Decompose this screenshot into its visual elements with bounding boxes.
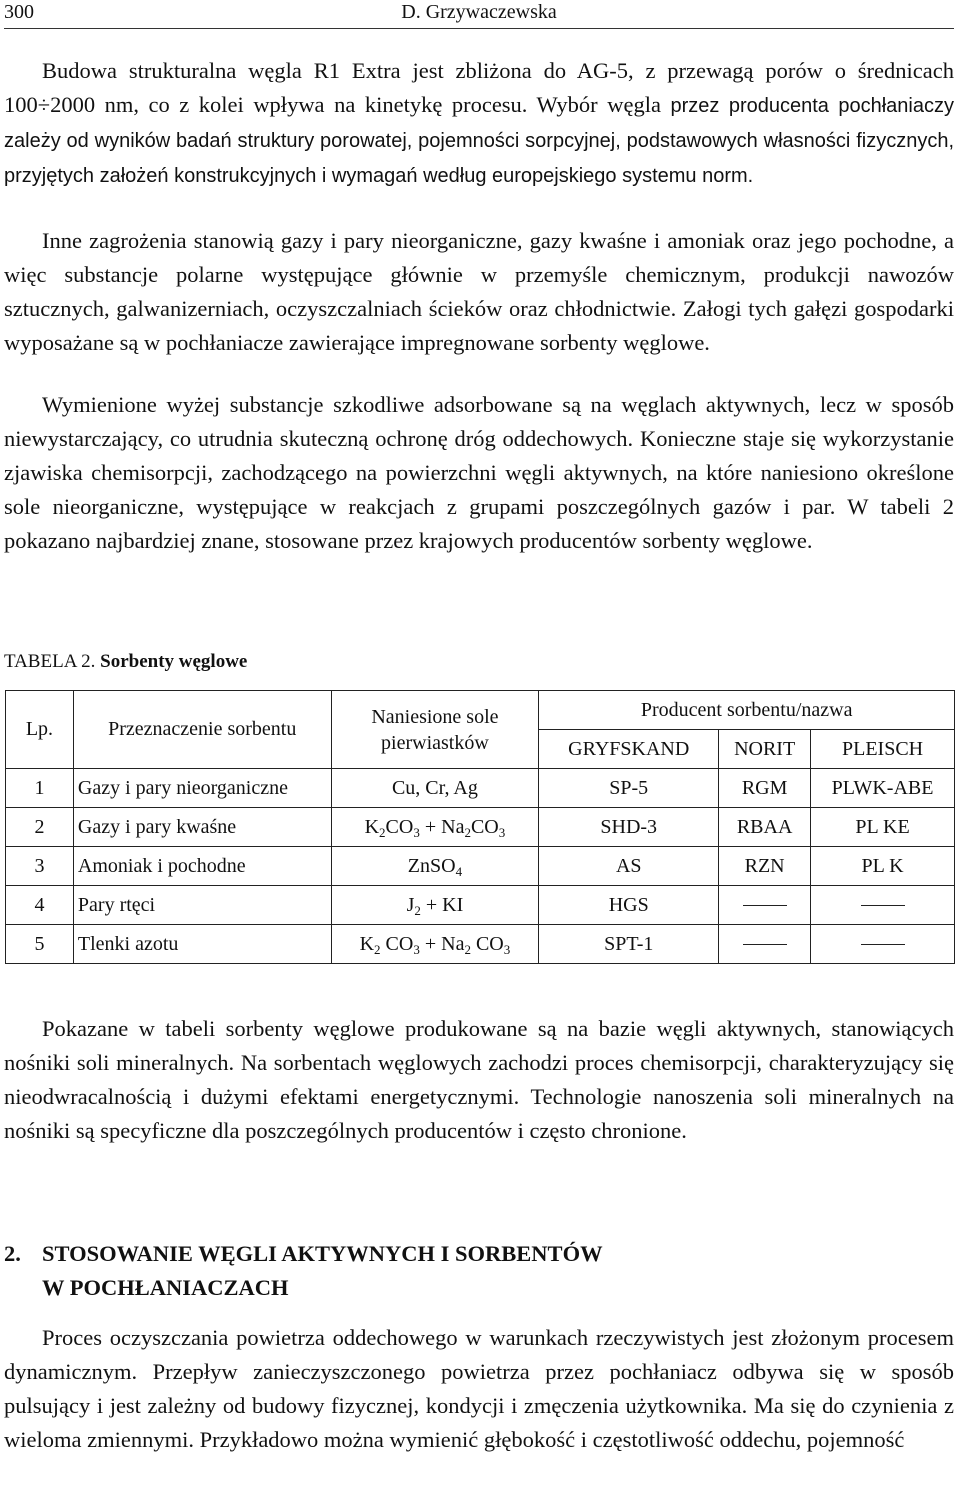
paragraph-structure-line1: Budowa strukturalna węgla R1 Extra jest zbliżona do AG-5, z przewagą porów o średnicach 100÷2000 nm, co z kolei wpływa na kinetykę procesu. Wybór węgla: [4, 58, 954, 117]
em-dash: [861, 905, 905, 906]
paragraph-structure-rest: przez producenta pochłaniaczy zależy od wyników badań struktury porowatej, pojemności sorpcyjnej, podstawowych własności fizycznych, przyjętych założeń konstrukcyjnych i wymagań według europejskiego systemu norm.: [4, 95, 954, 187]
cell-gryfskand: SP-5: [539, 769, 719, 808]
paragraph-structure: [4, 54, 954, 193]
running-header: [4, 0, 954, 29]
paragraph-breathing-process: Proces oczyszczania powietrza oddechowego w warunkach rzeczywistych jest złożonym procesem dynamicznym. Przepływ zanieczyszczonego powietrza przez pochłaniacz odbywa się w sposób pulsujący i jest zależny od budowy fizycznej, kondycji i zmęczenia użytkownika. Ma się do czynienia z wieloma zmiennymi. Przykładowo można wymienić głębokość i częstotliwość oddechu, pojemność: [4, 1325, 954, 1452]
cell-pleisch: [811, 886, 955, 925]
table-caption-label: TABELA 2.: [4, 651, 96, 672]
cell-gryfskand: SHD-3: [539, 808, 719, 847]
paragraph-hazards: Inne zagrożenia stanowią gazy i pary nieorganiczne, gazy kwaśne i amoniak oraz jego pochodne, a więc substancje polarne występujące głównie w przemyśle chemicznym, produkcji nawozów sztucznych, galwanizerniach, oczyszczalniach ścieków oraz chłodnictwie. Załogi tych gałęzi gospodarki wyposażane są w pochłaniacze zawierające impregnowane sorbenty węglowe.: [4, 228, 954, 355]
cell-gryfskand: SPT-1: [539, 925, 719, 964]
cell-elements: ZnSO$_4$: [331, 847, 539, 886]
cell-purpose: Pary rtęci: [73, 886, 331, 925]
cell-pleisch: [811, 925, 955, 964]
cell-elements: Cu, Cr, Ag: [331, 769, 539, 808]
table-row: [6, 769, 955, 808]
cell-lp: 2: [6, 808, 74, 847]
cell-lp: 3: [6, 847, 74, 886]
table-row: [6, 847, 955, 886]
header-purpose: Przeznaczenie sorbentu: [73, 691, 331, 769]
table-caption-title: Sorbenty węglowe: [100, 651, 248, 672]
paragraph-table-summary: Pokazane w tabeli sorbenty węglowe produkowane są na bazie węgli aktywnych, stanowiących nośniki soli mineralnych. Na sorbentach węglowych zachodzi proces chemisorpcji, charakteryzujący się nieodwracalnością i dużymi efektami energetycznymi. Technologie nanoszenia soli mineralnych na nośniki są specyficzne dla poszczególnych producentów i często chronione.: [4, 1016, 954, 1143]
cell-norit: [719, 925, 811, 964]
sorbents-table: [5, 690, 955, 964]
cell-pleisch: PLWK-ABE: [811, 769, 955, 808]
header-lp: Lp.: [6, 691, 74, 769]
header-gryfskand: GRYFSKAND: [539, 730, 719, 769]
header-norit: NORIT: [719, 730, 811, 769]
table-caption: [4, 648, 247, 676]
cell-norit: [719, 886, 811, 925]
header-pleisch: PLEISCH: [811, 730, 955, 769]
table-header-row: [6, 691, 955, 730]
cell-lp: 5: [6, 925, 74, 964]
header-author: D. Grzywaczewska: [401, 1, 557, 23]
cell-lp: 4: [6, 886, 74, 925]
header-elements: Naniesione sole pierwiastków: [331, 691, 539, 769]
cell-purpose: Tlenki azotu: [73, 925, 331, 964]
cell-purpose: Amoniak i pochodne: [73, 847, 331, 886]
cell-purpose: Gazy i pary nieorganiczne: [73, 769, 331, 808]
section-heading: [4, 1237, 603, 1305]
cell-norit: RBAA: [719, 808, 811, 847]
cell-gryfskand: AS: [539, 847, 719, 886]
table-row: [6, 808, 955, 847]
header-producer: Producent sorbentu/nazwa: [539, 691, 955, 730]
cell-elements: $K_2$ $CO_3 + Na_2$ $CO_3$: [331, 925, 539, 964]
cell-purpose: Gazy i pary kwaśne: [73, 808, 331, 847]
em-dash: [861, 944, 905, 945]
cell-elements: $K_2CO_3 + Na_2CO_3$: [331, 808, 539, 847]
em-dash: [743, 905, 787, 906]
cell-norit: RGM: [719, 769, 811, 808]
cell-pleisch: PL KE: [811, 808, 955, 847]
cell-elements: $J_2$ + KI: [331, 886, 539, 925]
section-title-line2: W POCHŁANIACZACH: [42, 1275, 289, 1300]
table-row: [6, 925, 955, 964]
cell-norit: RZN: [719, 847, 811, 886]
page-number: 300: [4, 1, 34, 23]
cell-lp: 1: [6, 769, 74, 808]
paragraph-chemisorption: Wymienione wyżej substancje szkodliwe adsorbowane są na węglach aktywnych, lecz w sposób niewystarczający, co utrudnia skuteczną ochronę dróg oddechowych. Konieczne staje się wykorzystanie zjawiska chemisorpcji, zachodzącego na powierzchni węgli aktywnych, na które naniesiono określone sole nieorganiczne, występujące w reakcjach z grupami poszczególnych gazów i par. W tabeli 2 pokazano najbardziej znane, stosowane przez krajowych producentów sorbenty węglowe.: [4, 392, 954, 553]
table-row: [6, 886, 955, 925]
section-number: 2.: [4, 1241, 21, 1266]
section-title-line1: STOSOWANIE WĘGLI AKTYWNYCH I SORBENTÓW: [42, 1241, 603, 1266]
em-dash: [743, 944, 787, 945]
cell-pleisch: PL K: [811, 847, 955, 886]
cell-gryfskand: HGS: [539, 886, 719, 925]
